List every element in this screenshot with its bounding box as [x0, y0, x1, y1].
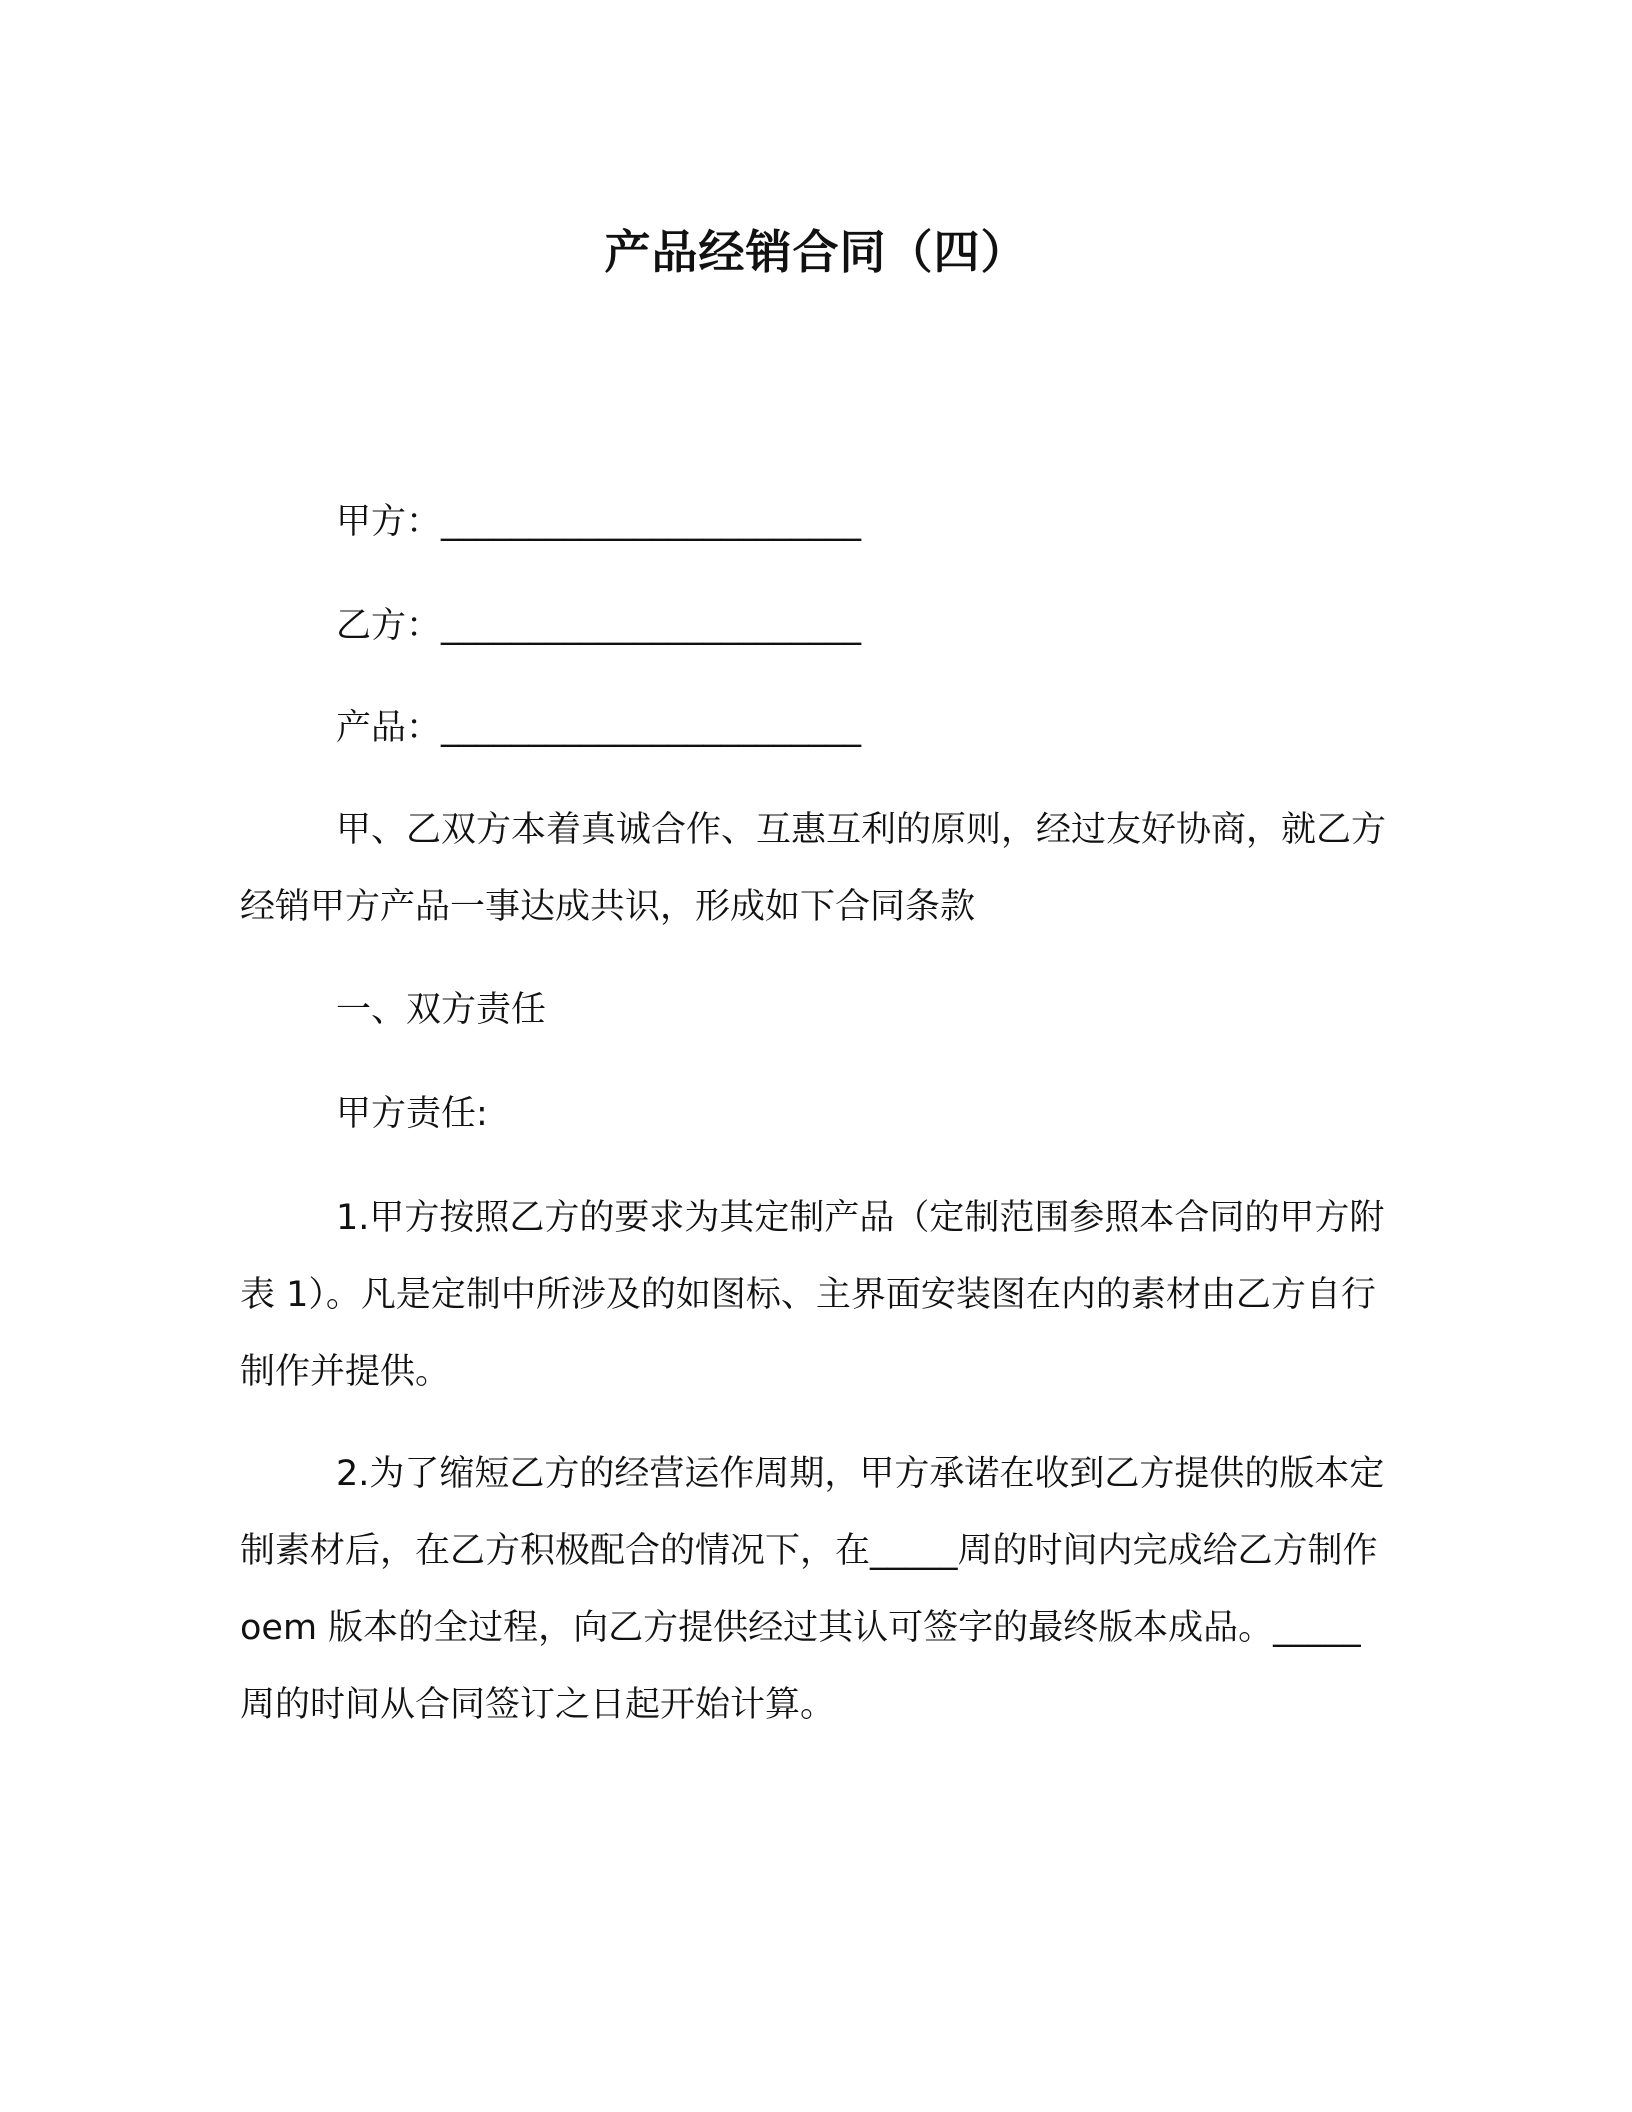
intro-paragraph: 甲、乙双方本着真诚合作、互惠互利的原则，经过友好协商，就乙方经销甲方产品一事达成共识，形成如下合同条款 [240, 810, 1387, 927]
clause-2-paragraph: 2.为了缩短乙方的经营运作周期，甲方承诺在收到乙方提供的版本定制素材后，在乙方积极配合的情况下，在_____周的时间内完成给乙方制作 oem 版本的全过程，向乙方提供经过其认可签字的最终版本成品。_____周的时间从合同签订之日起开始计算。 [240, 1454, 1385, 1725]
field-product [336, 706, 861, 750]
section-heading-responsibilities: 一、双方责任 [336, 990, 547, 1030]
party-a-responsibility-heading: 甲方责任: [336, 1094, 488, 1134]
field-label: 乙方： [336, 606, 442, 646]
field-label: 甲方： [336, 502, 442, 542]
field-value: ________________________ [441, 708, 862, 748]
field-value: ________________________ [441, 502, 862, 542]
clause-1-paragraph: 1.甲方按照乙方的要求为其定制产品（定制范围参照本合同的甲方附表 1）。凡是定制中所涉及的如图标、主界面安装图在内的素材由乙方自行制作并提供。 [240, 1198, 1385, 1392]
field-party-b [336, 604, 861, 648]
field-party-a [336, 500, 861, 544]
field-label: 产品： [336, 708, 442, 748]
field-value: ________________________ [441, 606, 862, 646]
document-title: 产品经销合同（四） [604, 225, 1028, 279]
